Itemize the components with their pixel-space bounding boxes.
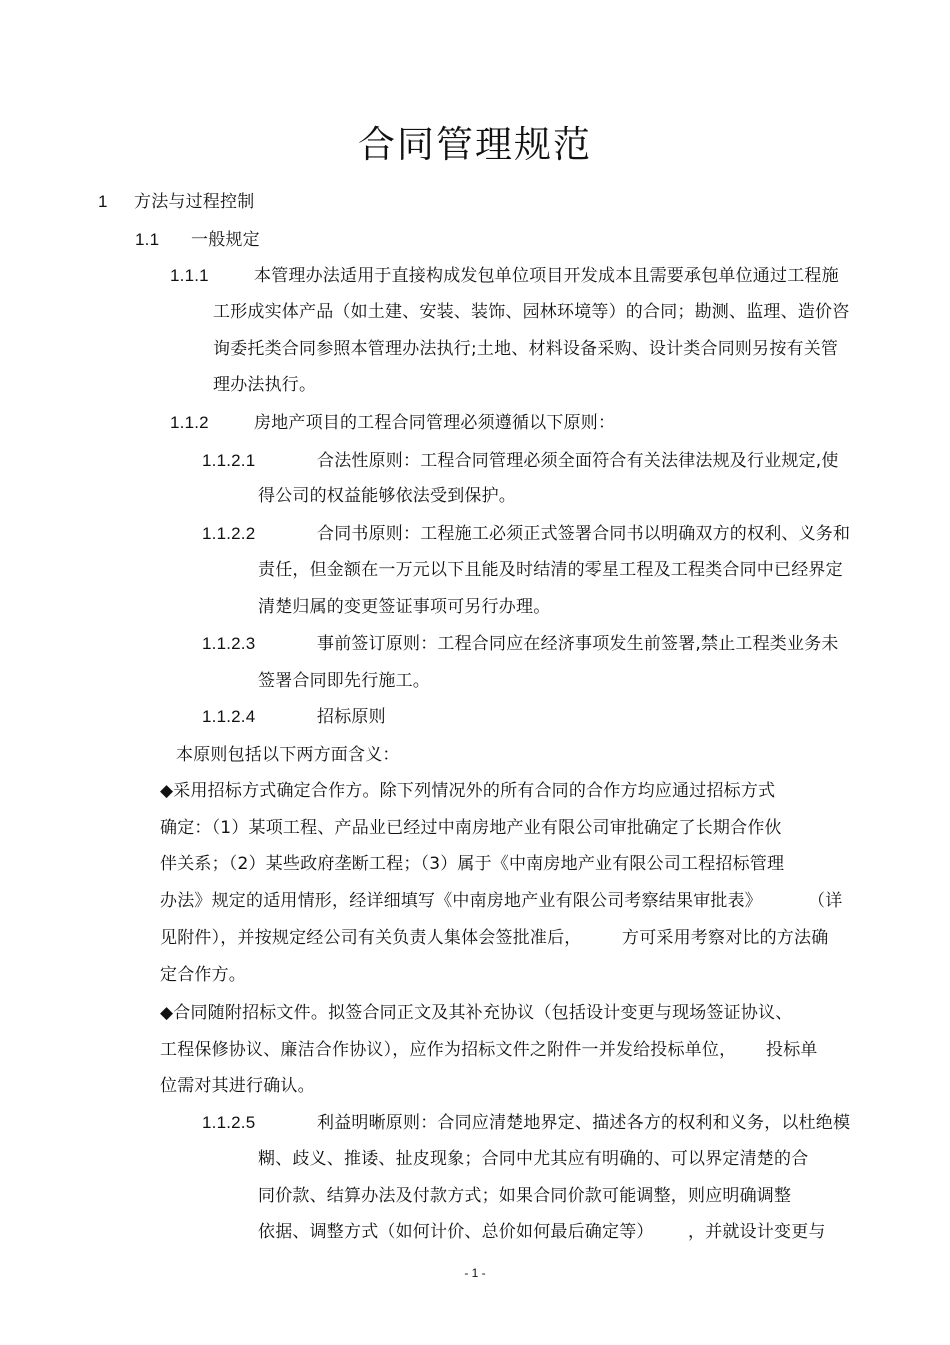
clause-1-1-2-2-number: 1.1.2.2 bbox=[202, 524, 256, 543]
clause-1-1-2-5-line: 糊、歧义、推诿、扯皮现象；合同中尤其应有明确的、可以界定清楚的合 bbox=[258, 1149, 809, 1169]
clause-1-1-2-text: 房地产项目的工程合同管理必须遵循以下原则： bbox=[254, 413, 616, 433]
bullet-2-line: 位需对其进行确认。 bbox=[160, 1076, 315, 1096]
clause-1-1-2-4-heading: 招标原则 bbox=[317, 707, 386, 727]
section-1-1-heading: 一般规定 bbox=[191, 230, 260, 250]
page-title: 合同管理规范 bbox=[358, 123, 592, 166]
bullet-2-line: ◆合同随附招标文件。拟签合同正文及其补充协议（包括设计变更与现场签证协议、 bbox=[160, 1003, 793, 1023]
clause-1-1-2-1-line: 得公司的权益能够依法受到保护。 bbox=[258, 486, 516, 506]
bullet-1-line: 见附件），并按规定经公司有关负责人集体会签批准后， bbox=[160, 928, 582, 948]
bullet-2-line-fragment: 投标单 bbox=[766, 1040, 818, 1060]
clause-1-1-2-2-line: 责任，但金额在一万元以下且能及时结清的零星工程及工程类合同中已经界定 bbox=[258, 560, 843, 580]
bullet-1-line: 伴关系；（2）某些政府垄断工程；（3）属于《中南房地产业有限公司工程招标管理 bbox=[160, 854, 785, 874]
bullet-1-line: 确定：（1）某项工程、产品业已经过中南房地产业有限公司审批确定了长期合作伙 bbox=[160, 818, 782, 838]
clause-1-1-2-1-number: 1.1.2.1 bbox=[202, 451, 256, 470]
page-number: - 1 - bbox=[464, 1266, 486, 1280]
clause-1-1-1-line: 本管理办法适用于直接构成发包单位项目开发成本且需要承包单位通过工程施 bbox=[254, 266, 839, 286]
clause-1-1-1-line: 工形成实体产品（如土建、安装、装饰、园林环境等）的合同；勘测、监理、造价咨 bbox=[213, 302, 850, 322]
clause-1-1-2-1-line: 合法性原则：工程合同管理必须全面符合有关法律法规及行业规定,使 bbox=[317, 451, 839, 471]
clause-1-1-2-4-intro: 本原则包括以下两方面含义： bbox=[176, 745, 400, 765]
clause-1-1-2-5-line: 同价款、结算办法及付款方式；如果合同价款可能调整，则应明确调整 bbox=[258, 1186, 792, 1206]
bullet-1-line: ◆采用招标方式确定合作方。除下列情况外的所有合同的合作方均应通过招标方式 bbox=[160, 781, 776, 801]
clause-1-1-2-3-number: 1.1.2.3 bbox=[202, 634, 256, 653]
section-1-heading: 方法与过程控制 bbox=[134, 192, 255, 212]
clause-1-1-1-line: 理办法执行。 bbox=[213, 375, 317, 395]
section-1-1-number: 1.1 bbox=[135, 230, 160, 249]
clause-1-1-2-4-number: 1.1.2.4 bbox=[202, 707, 256, 726]
bullet-2-line: 工程保修协议、廉洁合作协议），应作为招标文件之附件一并发给投标单位， bbox=[160, 1040, 737, 1060]
bullet-1-line-fragment: （详 bbox=[808, 891, 843, 911]
clause-1-1-1-number: 1.1.1 bbox=[170, 266, 209, 285]
section-1-number: 1 bbox=[98, 192, 108, 211]
clause-1-1-2-5-line-fragment: ，并就设计变更与 bbox=[688, 1222, 826, 1242]
clause-1-1-2-3-line: 签署合同即先行施工。 bbox=[258, 671, 430, 691]
clause-1-1-2-2-line: 合同书原则：工程施工必须正式签署合同书以明确双方的权利、义务和 bbox=[317, 524, 851, 544]
clause-1-1-2-2-line: 清楚归属的变更签证事项可另行办理。 bbox=[258, 597, 551, 617]
bullet-1-line: 办法》规定的适用情形，经详细填写《中南房地产业有限公司考察结果审批表》 bbox=[160, 891, 762, 911]
clause-1-1-2-3-line: 事前签订原则：工程合同应在经济事项发生前签署,禁止工程类业务未 bbox=[317, 634, 839, 654]
clause-1-1-2-5-number: 1.1.2.5 bbox=[202, 1113, 256, 1132]
clause-1-1-2-number: 1.1.2 bbox=[170, 413, 209, 432]
clause-1-1-1-line: 询委托类合同参照本管理办法执行;土地、材料设备采购、设计类合同则另按有关管 bbox=[213, 339, 839, 359]
clause-1-1-2-5-line: 利益明晰原则：合同应清楚地界定、描述各方的权利和义务，以杜绝模 bbox=[317, 1113, 851, 1133]
clause-1-1-2-5-line: 依据、调整方式（如何计价、总价如何最后确定等） bbox=[258, 1222, 654, 1242]
bullet-1-line-fragment: 方可采用考察对比的方法确 bbox=[622, 928, 829, 948]
bullet-1-line: 定合作方。 bbox=[160, 965, 246, 985]
